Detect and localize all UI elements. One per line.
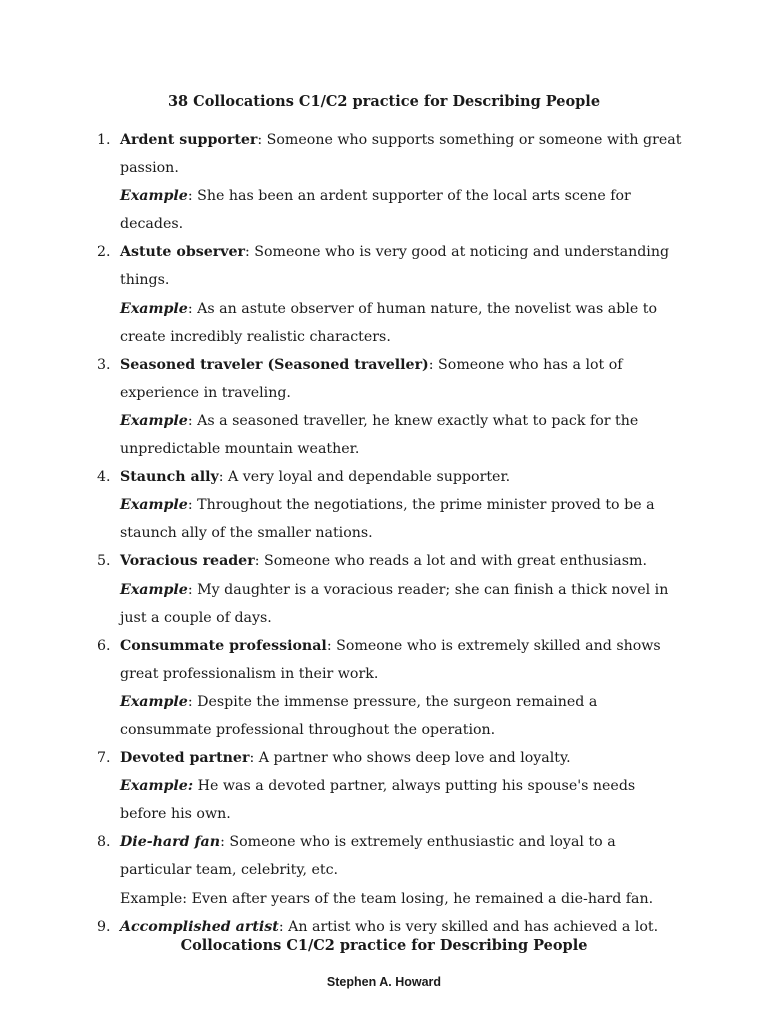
item-number: 4. [97,469,111,486]
collocation-term: Staunch ally [120,469,219,486]
item-example-line [120,295,685,351]
collocation-definition: : Someone who has a lot of experience in traveling. [120,356,623,401]
collocation-definition: : Someone who is extremely enthusiastic and loyal to a particular team, celebrity, etc. [120,834,616,879]
item-number: 1. [97,132,111,148]
item-definition-line [120,463,685,491]
list-item [95,744,685,828]
item-example-line [120,772,685,828]
item-definition-line [120,238,685,294]
example-text: : Despite the immense pressure, the surgeon remained a consummate professional throughout the operation. [120,693,598,738]
item-number: 7. [97,750,111,767]
collocation-definition: : Someone who is very good at noticing and understanding things. [120,244,670,289]
item-definition-line [120,632,685,688]
footer-title: Collocations C1/C2 practice for Describing People [180,937,588,954]
example-text: : My daughter is a voracious reader; she can finish a thick novel in just a couple of days. [120,581,669,626]
collocation-term: Consummate professional [120,637,327,654]
example-label: Example [120,188,188,205]
item-number: 9. [97,918,111,935]
page-title: 38 Collocations C1/C2 practice for Describing People [167,93,601,110]
item-number: 3. [97,356,111,373]
item-example-line [120,576,685,632]
collocation-term: Seasoned traveler (Seasoned traveller) [120,356,429,373]
collocation-definition: : A very loyal and dependable supporter. [218,469,511,486]
example-text: : As a seasoned traveller, he knew exactly what to pack for the unpredictable mountain weather. [120,412,639,458]
item-definition-line [120,828,685,884]
example-text: : As an astute observer of human nature, the novelist was able to create incredibly realistic characters. [120,300,658,345]
example-label: Example [120,300,188,317]
list-item [95,547,685,631]
list-item [95,828,685,912]
example-label: Example [120,890,183,907]
collocation-definition: : Someone who supports something or someone with great passion. [120,132,682,177]
example-label: Example [120,581,188,598]
example-label: Example: [120,778,194,795]
list-item [95,463,685,547]
list-item [95,126,685,238]
list-item [95,238,685,350]
collocation-definition: : An artist who is very skilled and has achieved a lot. [278,918,659,935]
collocation-list [95,126,685,941]
example-label: Example [120,693,188,710]
item-definition-line [120,547,685,575]
collocation-term: Devoted partner [120,750,250,767]
collocation-term: Ardent supporter [120,132,258,148]
item-example-line [120,885,685,913]
collocation-definition: : Someone who is extremely skilled and shows great professionalism in their work. [120,637,661,682]
list-item [95,632,685,744]
collocation-term: Die-hard fan [120,834,221,851]
item-definition-line [120,351,685,407]
item-definition-line [120,744,685,772]
example-text: : She has been an ardent supporter of the local arts scene for decades. [120,188,631,233]
item-number: 5. [97,553,111,570]
collocation-definition: : A partner who shows deep love and loyalty. [249,750,571,767]
collocation-term: Accomplished artist [120,918,279,935]
example-label: Example [120,497,188,514]
item-number: 8. [97,834,111,851]
item-example-line [120,688,685,744]
item-example-line [120,491,685,547]
example-label: Example [120,412,188,429]
item-number: 2. [97,244,111,261]
item-number: 6. [97,637,111,654]
collocation-term: Voracious reader [120,553,255,570]
author-name: Stephen A. Howard [326,975,442,989]
item-example-line [120,407,685,463]
example-text: He was a devoted partner, always putting his spouse's needs before his own. [120,778,636,823]
list-item [95,351,685,463]
item-definition-line [120,126,685,182]
example-text: : Throughout the negotiations, the prime minister proved to be a staunch ally of the smaller nations. [120,497,655,542]
collocation-definition: : Someone who reads a lot and with great enthusiasm. [254,553,647,570]
example-text: : Even after years of the team losing, he remained a die-hard fan. [182,890,654,907]
collocation-term: Astute observer [120,244,245,261]
item-example-line [120,182,685,238]
